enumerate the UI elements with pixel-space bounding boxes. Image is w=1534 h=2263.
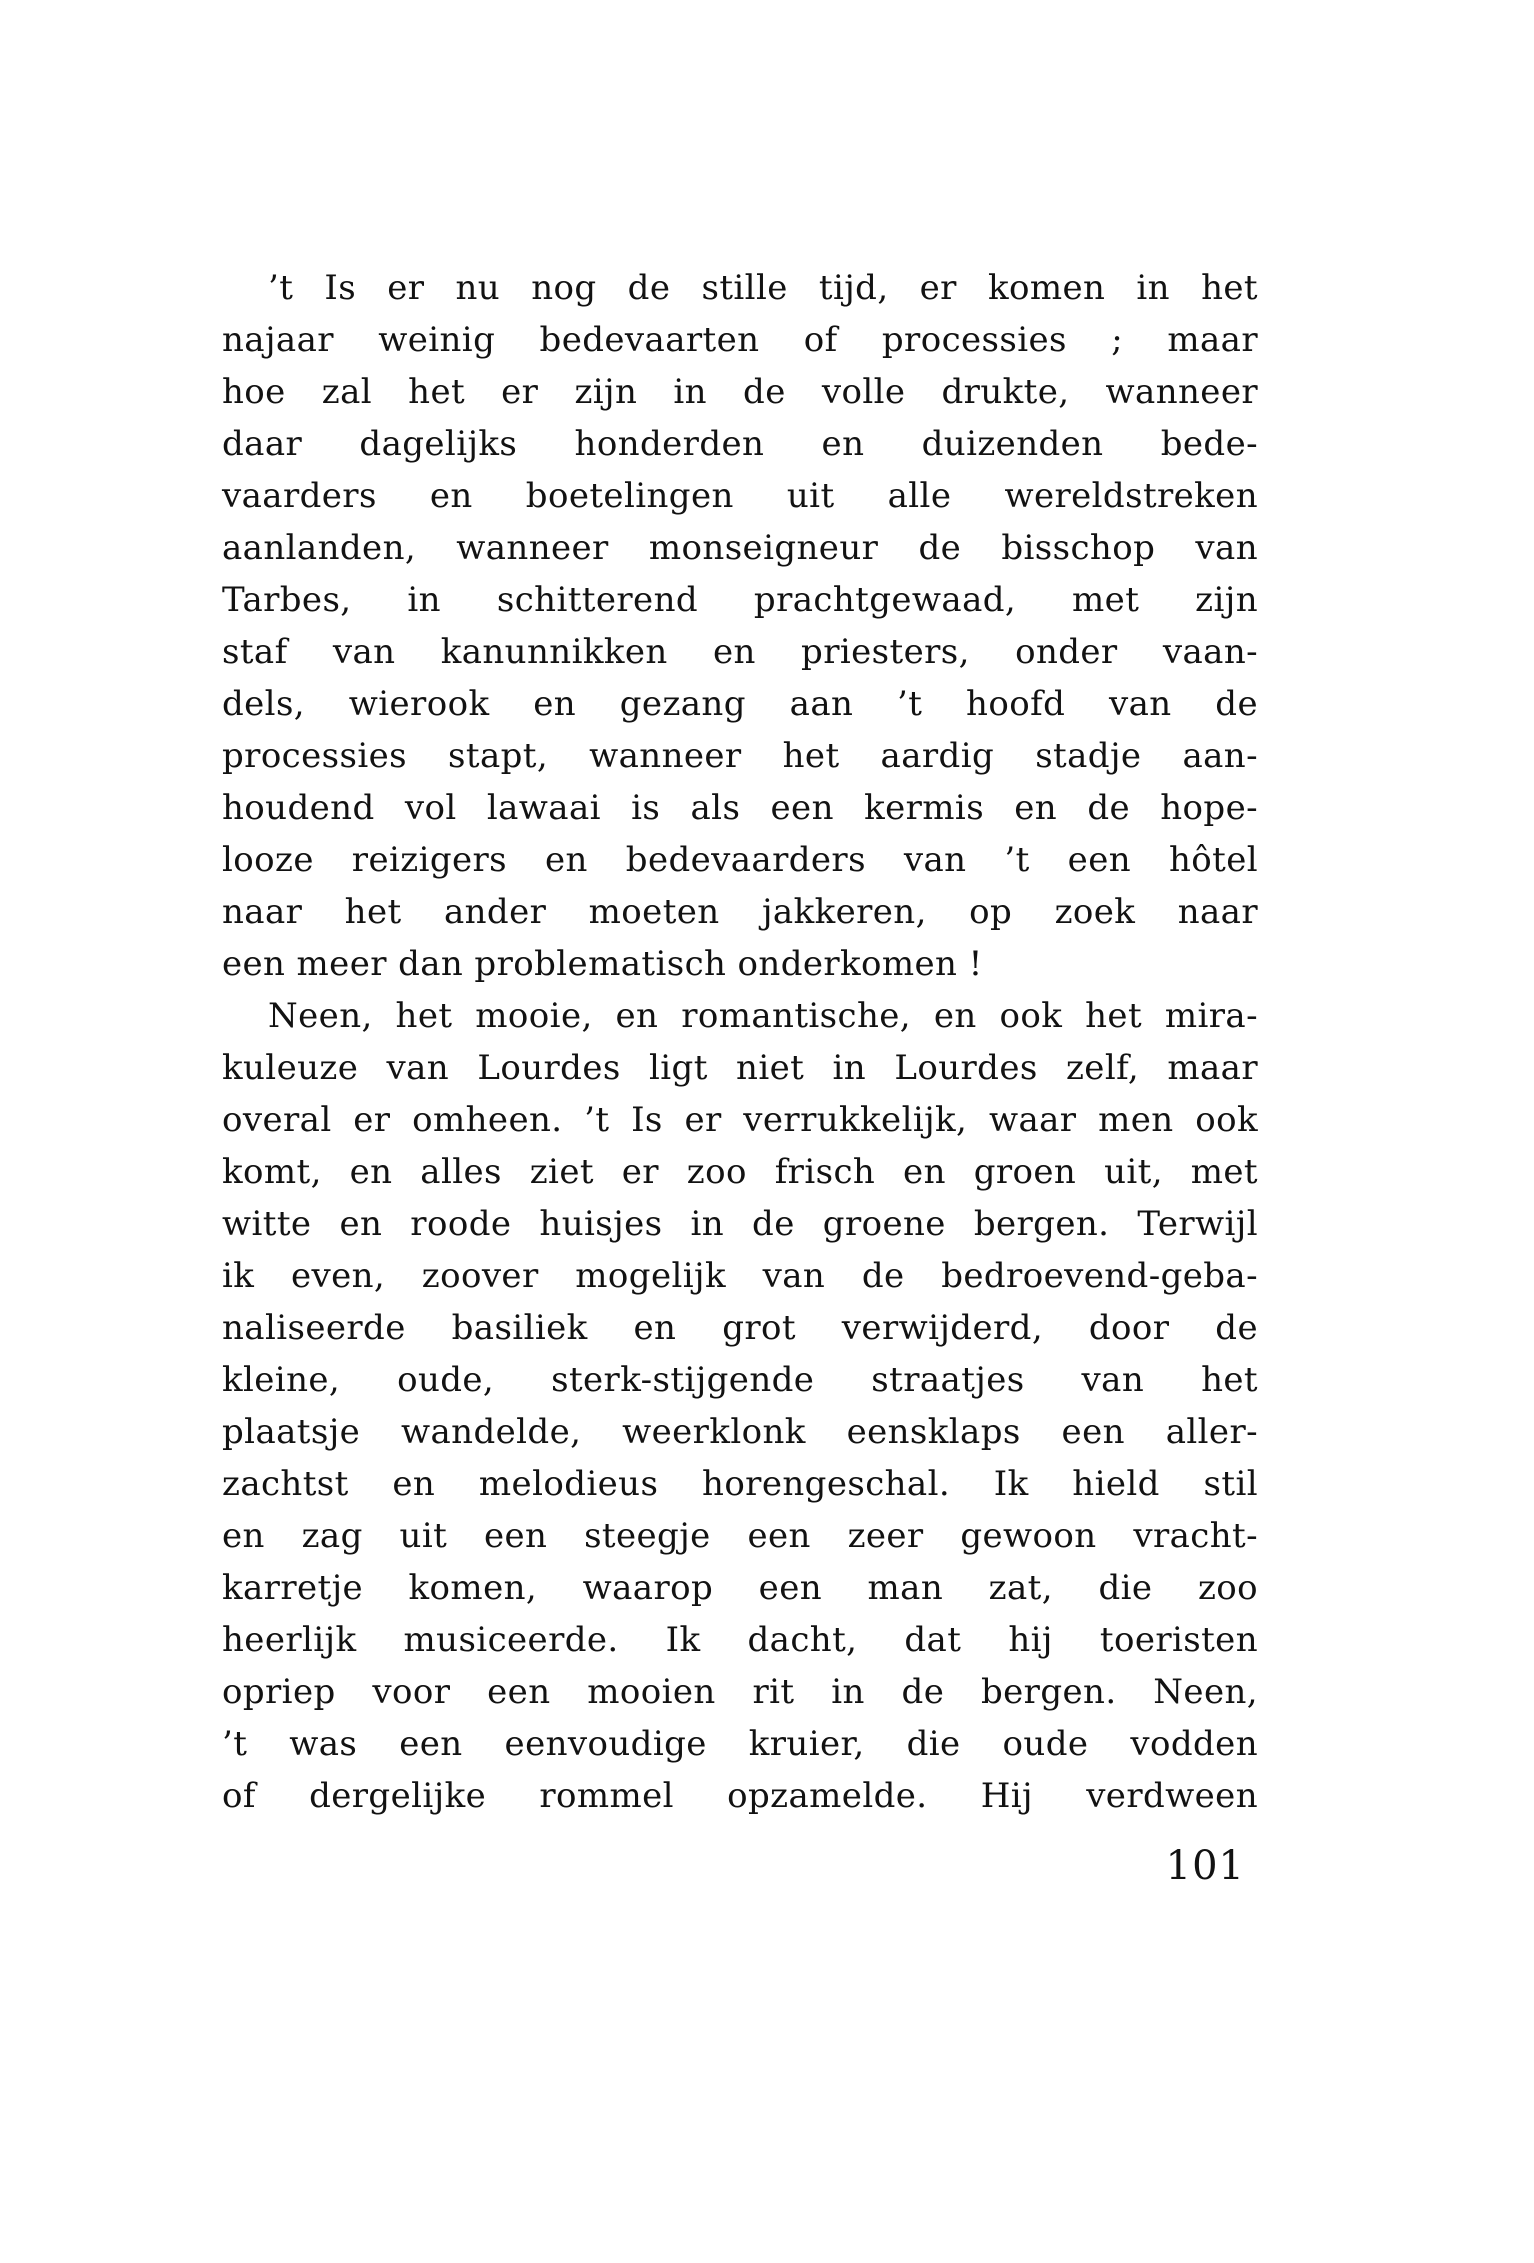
text-line: najaar weinig bedevaarten of processies ; maar: [222, 320, 1258, 360]
page-text: [222, 262, 1258, 1822]
text-line: ik even, zoover mogelijk van de bedroevend-geba-: [222, 1256, 1258, 1296]
page-number: 101: [1165, 1843, 1245, 1889]
text-line: vaarders en boetelingen uit alle wereldstreken: [222, 476, 1258, 516]
text-line: kuleuze van Lourdes ligt niet in Lourdes zelf, maar: [222, 1048, 1258, 1088]
text-line: Neen, het mooie, en romantische, en ook het mira-: [268, 996, 1258, 1036]
text-line: ’t was een eenvoudige kruier, die oude vodden: [222, 1724, 1258, 1764]
text-line: en zag uit een steegje een zeer gewoon vracht-: [222, 1516, 1258, 1556]
text-line: of dergelijke rommel opzamelde. Hij verdween: [222, 1776, 1258, 1816]
text-line: opriep voor een mooien rit in de bergen. Neen,: [222, 1672, 1258, 1712]
text-line: een meer dan problematisch onderkomen !: [222, 944, 983, 984]
text-line: witte en roode huisjes in de groene bergen. Terwijl: [222, 1204, 1258, 1244]
text-line: heerlijk musiceerde. Ik dacht, dat hij toeristen: [222, 1620, 1258, 1660]
text-line: naliseerde basiliek en grot verwijderd, door de: [222, 1308, 1258, 1348]
text-line: processies stapt, wanneer het aardig stadje aan-: [222, 736, 1258, 776]
text-line: daar dagelijks honderden en duizenden bede-: [222, 424, 1258, 464]
text-line: komt, en alles ziet er zoo frisch en groen uit, met: [222, 1152, 1258, 1192]
text-line: karretje komen, waarop een man zat, die zoo: [222, 1568, 1258, 1608]
text-line: houdend vol lawaai is als een kermis en de hope-: [222, 788, 1258, 828]
text-line: dels, wierook en gezang aan ’t hoofd van de: [222, 684, 1258, 724]
text-line: naar het ander moeten jakkeren, op zoek naar: [222, 892, 1258, 932]
text-line: staf van kanunnikken en priesters, onder vaan-: [222, 632, 1258, 672]
text-line: hoe zal het er zijn in de volle drukte, wanneer: [222, 372, 1258, 412]
text-line: ’t Is er nu nog de stille tijd, er komen in het: [268, 268, 1258, 308]
text-line: looze reizigers en bedevaarders van ’t een hôtel: [222, 840, 1258, 880]
text-line: zachtst en melodieus horengeschal. Ik hield stil: [222, 1464, 1258, 1504]
text-line: overal er omheen. ’t Is er verrukkelijk, waar men ook: [222, 1100, 1258, 1140]
text-line: aanlanden, wanneer monseigneur de bisschop van: [222, 528, 1258, 568]
text-line: kleine, oude, sterk-stijgende straatjes van het: [222, 1360, 1258, 1400]
text-line: plaatsje wandelde, weerklonk eensklaps een aller-: [222, 1412, 1258, 1452]
text-line: Tarbes, in schitterend prachtgewaad, met zijn: [222, 580, 1258, 620]
